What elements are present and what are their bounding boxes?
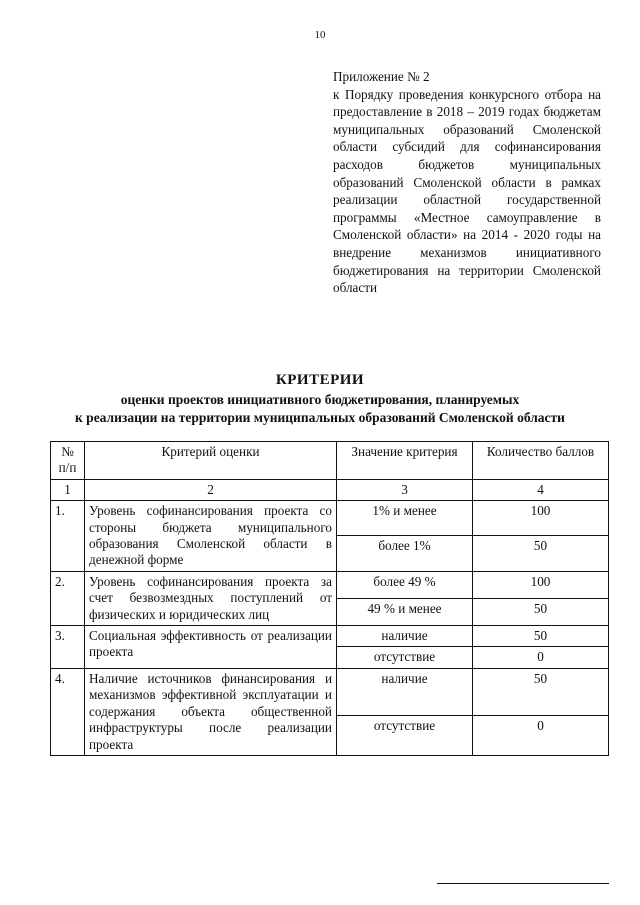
criterion-text: Уровень софинансирования проекта со стороны бюджета муниципального образования Смоленской области в денежной форме — [85, 501, 337, 572]
criteria-table — [50, 441, 609, 756]
table-row — [51, 501, 609, 536]
criterion-value: более 1% — [337, 536, 473, 572]
footer-divider — [437, 883, 609, 884]
table-row — [51, 571, 609, 598]
appendix-title: Приложение № 2 — [333, 69, 430, 84]
col-num-4: 4 — [473, 479, 609, 500]
criterion-points: 100 — [473, 571, 609, 598]
appendix-text: к Порядку проведения конкурсного отбора на предоставление в 2018 – 2019 годах бюджетам муниципальных образований Смоленской области субсидий для софинансирования расходов бюджетов муниципальных образований Смоленской области в рамках реализации областной государственной программы «Местное самоуправление в Смоленской области» на 2014 - 2020 годы на внедрение механизмов инициативного бюджетирования на территории Смоленской области — [333, 86, 601, 296]
criterion-points: 0 — [473, 715, 609, 755]
criterion-value: 1% и менее — [337, 501, 473, 536]
criterion-points: 50 — [473, 626, 609, 647]
table-row — [51, 668, 609, 715]
col-num-2: 2 — [85, 479, 337, 500]
criterion-points: 0 — [473, 647, 609, 668]
row-number: 3. — [51, 626, 85, 669]
header-points: Количество баллов — [473, 442, 609, 480]
criterion-value: 49 % и менее — [337, 598, 473, 625]
criterion-points: 50 — [473, 598, 609, 625]
header-criterion: Критерий оценки — [85, 442, 337, 480]
criterion-points: 100 — [473, 501, 609, 536]
col-num-1: 1 — [51, 479, 85, 500]
column-number-row — [51, 479, 609, 500]
criterion-value: наличие — [337, 626, 473, 647]
page-number: 10 — [314, 29, 326, 41]
criteria-title: КРИТЕРИИ — [275, 372, 365, 388]
row-number: 1. — [51, 501, 85, 572]
criterion-value: более 49 % — [337, 571, 473, 598]
criterion-value: отсутствие — [337, 647, 473, 668]
criterion-value: отсутствие — [337, 715, 473, 755]
appendix-block — [333, 68, 601, 297]
table-row — [51, 626, 609, 647]
header-number: № п/п — [51, 442, 85, 480]
header-value: Значение критерия — [337, 442, 473, 480]
criteria-subtitle-1: оценки проектов инициативного бюджетирования, планируемых — [120, 392, 520, 407]
row-number: 4. — [51, 668, 85, 755]
criterion-text: Наличие источников финансирования и механизмов эффективной эксплуатации и содержания объекта общественной инфраструктуры после реализации проекта — [85, 668, 337, 755]
row-number: 2. — [51, 571, 85, 625]
criterion-points: 50 — [473, 536, 609, 572]
table-header-row — [51, 442, 609, 480]
criterion-text: Социальная эффективность от реализации проекта — [85, 626, 337, 669]
criterion-points: 50 — [473, 668, 609, 715]
criterion-value: наличие — [337, 668, 473, 715]
criterion-text: Уровень софинансирования проекта за счет безвозмездных поступлений от физических и юридических лиц — [85, 571, 337, 625]
criteria-subtitle-2: к реализации на территории муниципальных образований Смоленской области — [75, 410, 565, 425]
col-num-3: 3 — [337, 479, 473, 500]
